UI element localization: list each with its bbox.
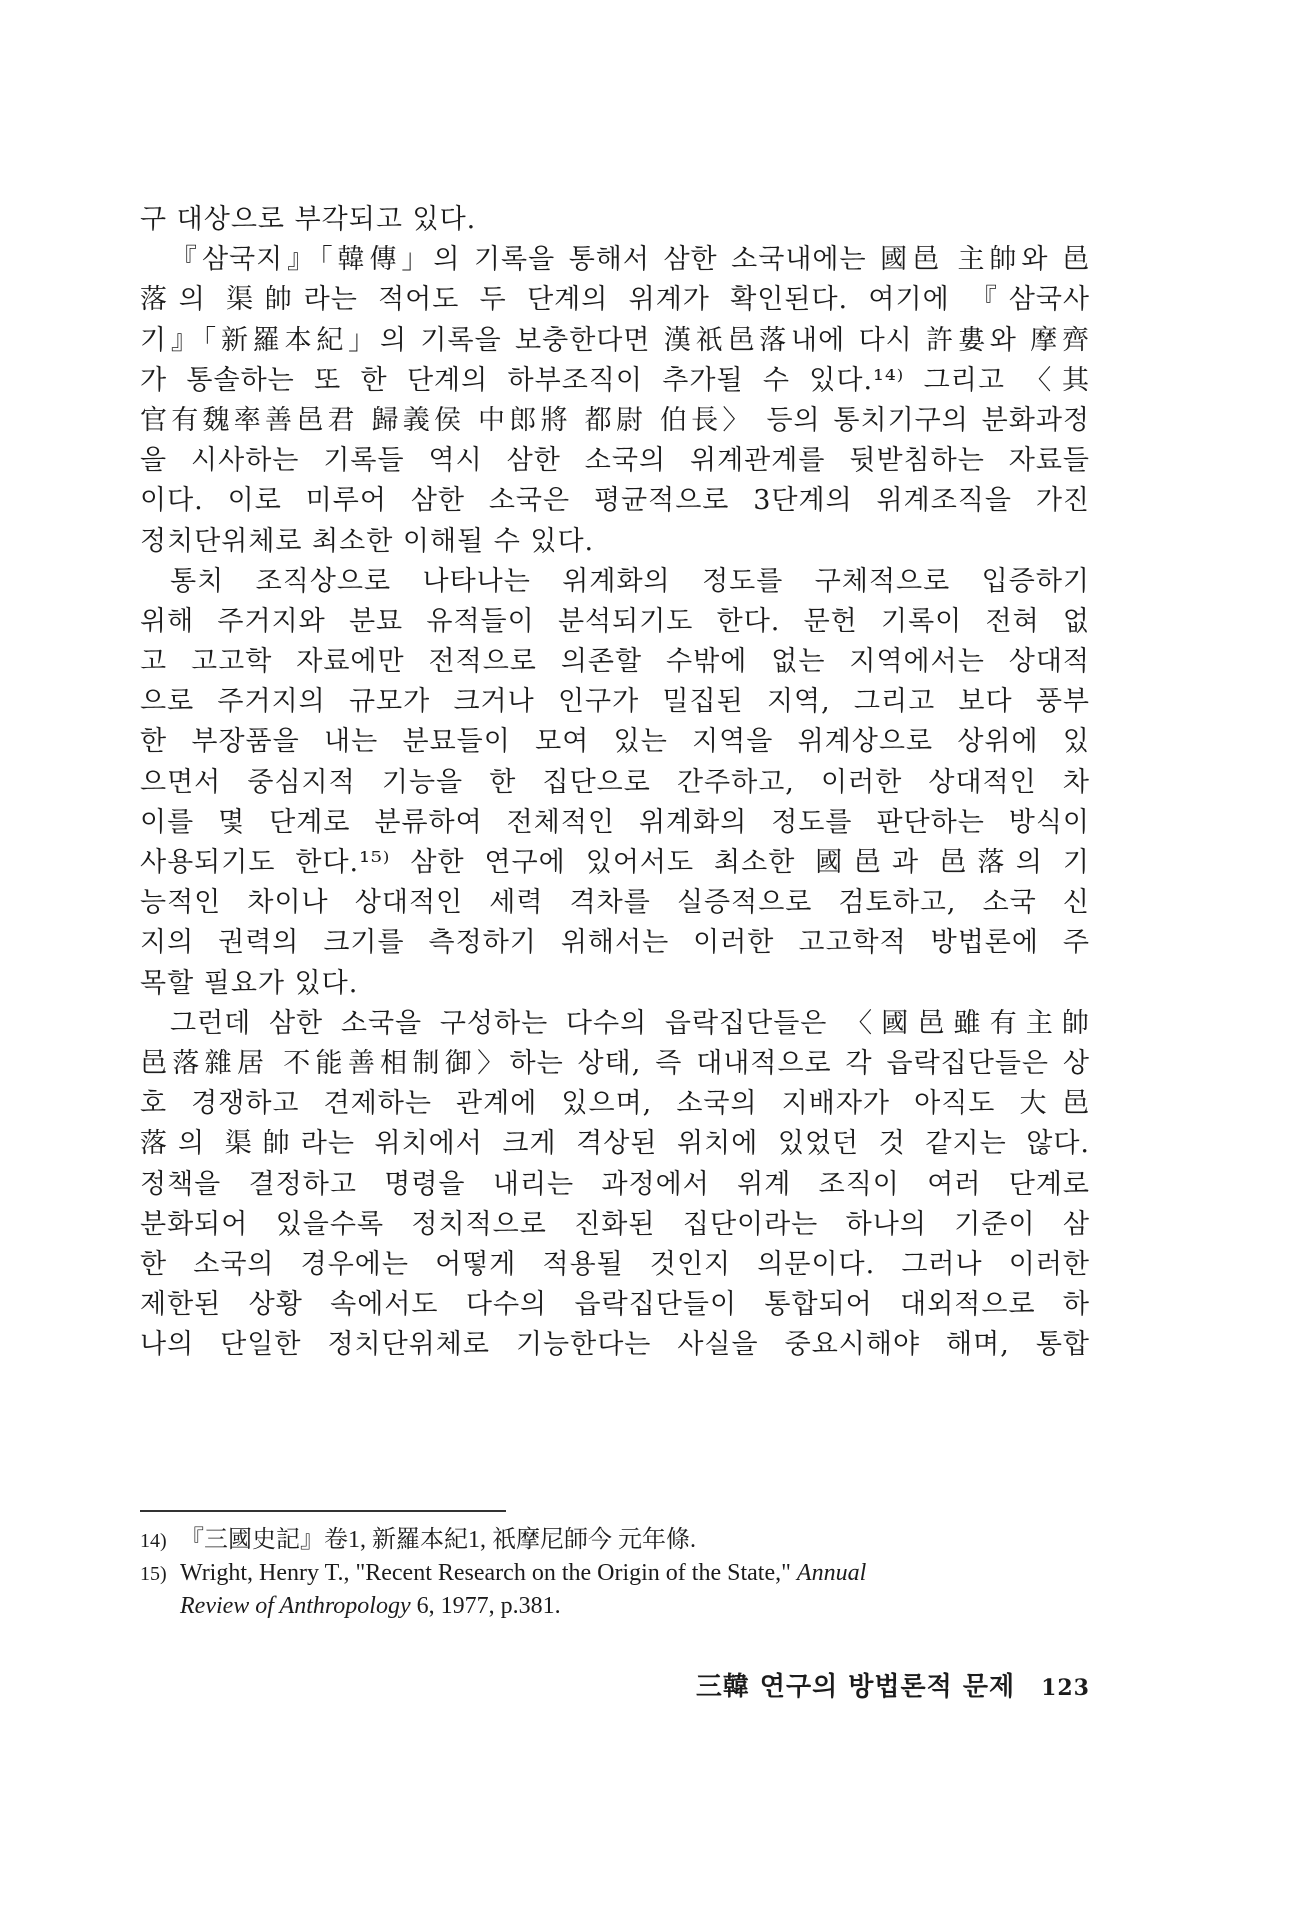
footnotes <box>140 1524 1090 1622</box>
body-line: 고 고고학 자료에만 전적으로 의존할 수밖에 없는 지역에서는 상대적 <box>140 646 1090 678</box>
footnote-text: 『三國史記』卷1, 新羅本紀1, 祇摩尼師今 元年條. <box>180 1527 696 1553</box>
footnote-15-continued <box>140 1590 1090 1622</box>
body-line: 위해 주거지와 분묘 유적들이 분석되기도 한다. 문헌 기록이 전혀 없 <box>140 605 1090 637</box>
body-line: 落의 渠帥라는 적어도 두 단계의 위계가 확인된다. 여기에 『삼국사 <box>140 284 1090 316</box>
body-line: 기』「新羅本紀」의 기록을 보충한다면 漢祇邑落내에 다시 許婁와 摩齊 <box>140 324 1090 356</box>
body-line: 그런데 삼한 소국을 구성하는 다수의 읍락집단들은 〈國邑雖有主帥 <box>170 1007 1090 1039</box>
page-footer <box>696 1666 1090 1703</box>
body-line: 을 시사하는 기록들 역시 삼한 소국의 위계관계를 뒷받침하는 자료들 <box>140 445 1090 477</box>
body-line: 통치 조직상으로 나타나는 위계화의 정도를 구체적으로 입증하기 <box>170 565 1090 597</box>
running-title: 三韓 연구의 방법론적 문제 <box>695 1672 1016 1702</box>
body-line: 落의 渠帥라는 위치에서 크게 격상된 위치에 있었던 것 같지는 않다. <box>140 1128 1090 1160</box>
page-number: 123 <box>1041 1675 1090 1701</box>
footnote-number: 14) <box>140 1530 167 1552</box>
footnote-tail: 6, 1977, p.381. <box>416 1593 561 1619</box>
body-line: 능적인 차이나 상대적인 세력 격차를 실증적으로 검토하고, 소국 신 <box>140 887 1090 919</box>
body-line: 가 통솔하는 또 한 단계의 하부조직이 추가될 수 있다.¹⁴⁾ 그리고 〈其 <box>140 364 1090 396</box>
footnote-15 <box>140 1557 1090 1590</box>
body-line: 이다. 이로 미루어 삼한 소국은 평균적으로 3단계의 위계조직을 가진 <box>140 485 1090 517</box>
body-line: 지의 권력의 크기를 측정하기 위해서는 이러한 고고학적 방법론에 주 <box>140 927 1090 959</box>
footnote-text: Wright, Henry T., "Recent Research on the Origin of the State," <box>180 1560 791 1586</box>
body-line: 한 소국의 경우에는 어떻게 적용될 것인지 의문이다. 그러나 이러한 <box>140 1248 1090 1280</box>
body-line: 으로 주거지의 규모가 크거나 인구가 밀집된 지역, 그리고 보다 풍부 <box>140 686 1090 718</box>
body-line: 정책을 결정하고 명령을 내리는 과정에서 위계 조직이 여러 단계로 <box>140 1168 1090 1200</box>
body-line: 목할 필요가 있다. <box>140 967 359 999</box>
body-line: 한 부장품을 내는 분묘들이 모여 있는 지역을 위계상으로 상위에 있 <box>140 726 1090 758</box>
footnote-rule <box>140 1510 506 1512</box>
footnote-journal-cont: Review of Anthropology <box>180 1593 411 1619</box>
body-text <box>140 200 1090 1365</box>
body-line: 으면서 중심지적 기능을 한 집단으로 간주하고, 이러한 상대적인 차 <box>140 766 1090 798</box>
footnote-number: 15) <box>140 1563 167 1585</box>
body-line: 官有魏率善邑君 歸義侯 中郎將 都尉 伯長〉 등의 통치기구의 분화과정 <box>140 404 1090 436</box>
body-line: 구 대상으로 부각되고 있다. <box>140 204 477 235</box>
footnote-journal: Annual <box>796 1560 867 1586</box>
body-line: 나의 단일한 정치단위체로 기능한다는 사실을 중요시해야 해며, 통합 <box>140 1329 1090 1361</box>
body-line: 호 경쟁하고 견제하는 관계에 있으며, 소국의 지배자가 아직도 大邑 <box>140 1088 1090 1120</box>
body-line: 이를 몇 단계로 분류하여 전체적인 위계화의 정도를 판단하는 방식이 <box>140 806 1090 838</box>
body-line: 『삼국지』「韓傳」의 기록을 통해서 삼한 소국내에는 國邑 主帥와 邑 <box>170 244 1090 276</box>
body-line: 분화되어 있을수록 정치적으로 진화된 집단이라는 하나의 기준이 삼 <box>140 1208 1090 1240</box>
footnote-14 <box>140 1524 1090 1557</box>
body-line: 사용되기도 한다.¹⁵⁾ 삼한 연구에 있어서도 최소한 國邑과 邑落의 기 <box>140 847 1090 878</box>
body-line: 정치단위체로 최소한 이해될 수 있다. <box>140 525 595 557</box>
body-line: 邑落雜居 不能善相制御〉하는 상태, 즉 대내적으로 각 읍락집단들은 상 <box>140 1047 1090 1079</box>
body-line: 제한된 상황 속에서도 다수의 읍락집단들이 통합되어 대외적으로 하 <box>140 1289 1090 1321</box>
